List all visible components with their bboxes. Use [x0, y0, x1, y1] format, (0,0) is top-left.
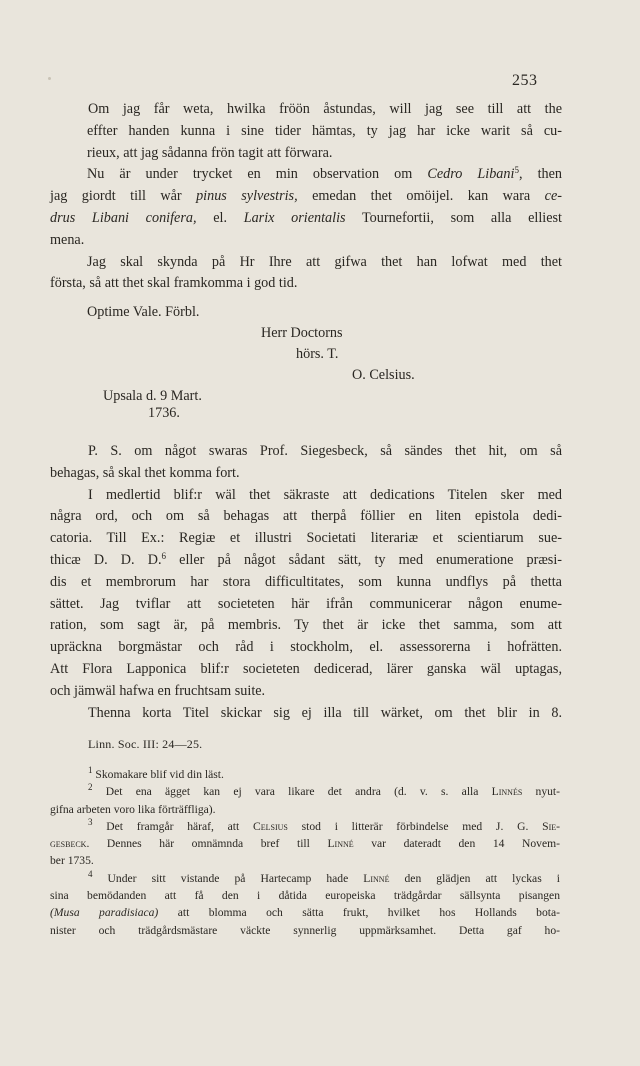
year: 1736.	[148, 405, 180, 421]
text-line: rieux, att jag sådanna frön tagit att förwara.	[87, 144, 333, 161]
text-line: ration, som sagt är, på membris. Ty thet är icke thet samma, som att	[50, 617, 562, 634]
text-line: Om jag får weta, hwilka fröön åstundas, will jag see till att the	[88, 101, 562, 117]
footnote-ref: 5	[514, 165, 519, 176]
text-line: catoria. Till Ex.: Regiæ et illustri Societati literariæ et scientiarum sue-	[50, 530, 562, 547]
text-line: första, så att thet skal framkomma i god tid.	[50, 275, 298, 292]
text-line: mena.	[50, 231, 85, 248]
text-line: behagas, så skal thet komma fort.	[50, 464, 240, 481]
italic-term: Cedro Libani	[427, 166, 515, 183]
footnote-3: $^3$ Det framgår häraf, att Celsius stod i litterär förbindelse med J. G. Sie-	[88, 816, 560, 833]
text-line: drus Libani conifera, el. Larix orientalis Tournefortii, som alla elliest	[50, 209, 562, 226]
text-line: upräckna borgmästar och råd i stockholm, el. assessorerna i hofrätten.	[50, 639, 562, 656]
page-number: 253	[512, 72, 538, 89]
footnote-4-cont: (Musa paradisiaca) att blomma och sätta frukt, hvilket hos Hollands bota-	[50, 906, 560, 920]
text-line: och jämwäl hafwa en fruchtsam suite.	[50, 682, 266, 699]
closing-hors: hörs. T.	[296, 346, 339, 362]
text-line: några ord, och om så behagas att therpå föllier en liten epistola dedi-	[50, 508, 562, 525]
footnote-3-cont: ber 1735.	[50, 854, 94, 868]
text-line: thicæ D. D. D.$^6$ eller på något sådant sätt, ty med enumeratione præsi-	[50, 550, 562, 568]
text-line: effter handen kunna i sine tider hämtas, ty jag har icke warit så cu-	[87, 122, 562, 139]
text-line: P. S. om något swaras Prof. Siegesbeck, så sändes thet hit, om så	[88, 443, 562, 459]
closing-herr: Herr Doctorns	[261, 325, 343, 341]
footnote-2-cont: gifna arbeten voro lika förträffliga).	[50, 802, 216, 816]
text-line: sättet. Jag tviflar att societeten här ifrån communicerar någon enume-	[50, 595, 562, 612]
footnote-2: $^2$ Det ena ägget kan ej vara likare det andra (d. v. s. alla Linnés nyut-	[88, 782, 560, 799]
text-line: Att Flora Lapponica blif:r societeten dedicerad, lärer ganska wäl uptagas,	[50, 660, 562, 677]
text-line: Nu är under trycket en min observation om Cedro Libani$^5$, then	[87, 165, 562, 183]
italic-term: Larix orientalis	[243, 209, 346, 226]
source-reference: Linn. Soc. III: 24—25.	[88, 737, 203, 751]
signature: O. Celsius.	[352, 367, 415, 383]
footnote-4-cont: sina bemödanden att få den i dåtida europeiska trädgårdar sällsynta pisangen	[50, 889, 560, 903]
footnotes	[50, 766, 560, 939]
italic-term: drus Libani conifera,	[50, 209, 197, 226]
place-date: Upsala d. 9 Mart.	[103, 388, 202, 404]
footnote-1: $^1$ Skomakare blif vid din läst.	[88, 765, 224, 781]
footnote-4: $^4$ Under sitt vistande på Hartecamp hade Linné den glädjen att lyckas i	[88, 868, 560, 885]
footnote-3-cont: gesbeck. Dennes här omnämnda bref till Linné var dateradt den 14 Novem-	[50, 837, 560, 851]
text-line: jag giordt till wår pinus sylvestris, emedan thet omöijel. kan wara ce-	[50, 188, 562, 205]
footnote-ref: 6	[161, 550, 167, 561]
italic-term: ce-	[544, 188, 562, 205]
italic-term: pinus sylvestris,	[196, 188, 298, 205]
postscript	[50, 441, 562, 724]
closing-vale: Optime Vale. Förbl.	[87, 304, 200, 320]
text-line: Thenna korta Titel skickar sig ej illa till wärket, om thet blir in 8.	[88, 704, 562, 721]
letter-body	[50, 99, 562, 295]
paper-speck	[48, 77, 51, 80]
text-line: dis et membrorum har stora difficultitates, som kunna undflys på thetta	[50, 573, 562, 590]
text-line: I medlertid blif:r wäl thet säkraste att dedications Titelen sker med	[88, 486, 562, 503]
text-line: Jag skal skynda på Hr Ihre att gifwa thet han lofwat med thet	[87, 253, 562, 270]
footnote-4-cont: nister och trädgårdsmästare väckte synnerlig uppmärksamhet. Detta gaf ho-	[50, 923, 560, 937]
